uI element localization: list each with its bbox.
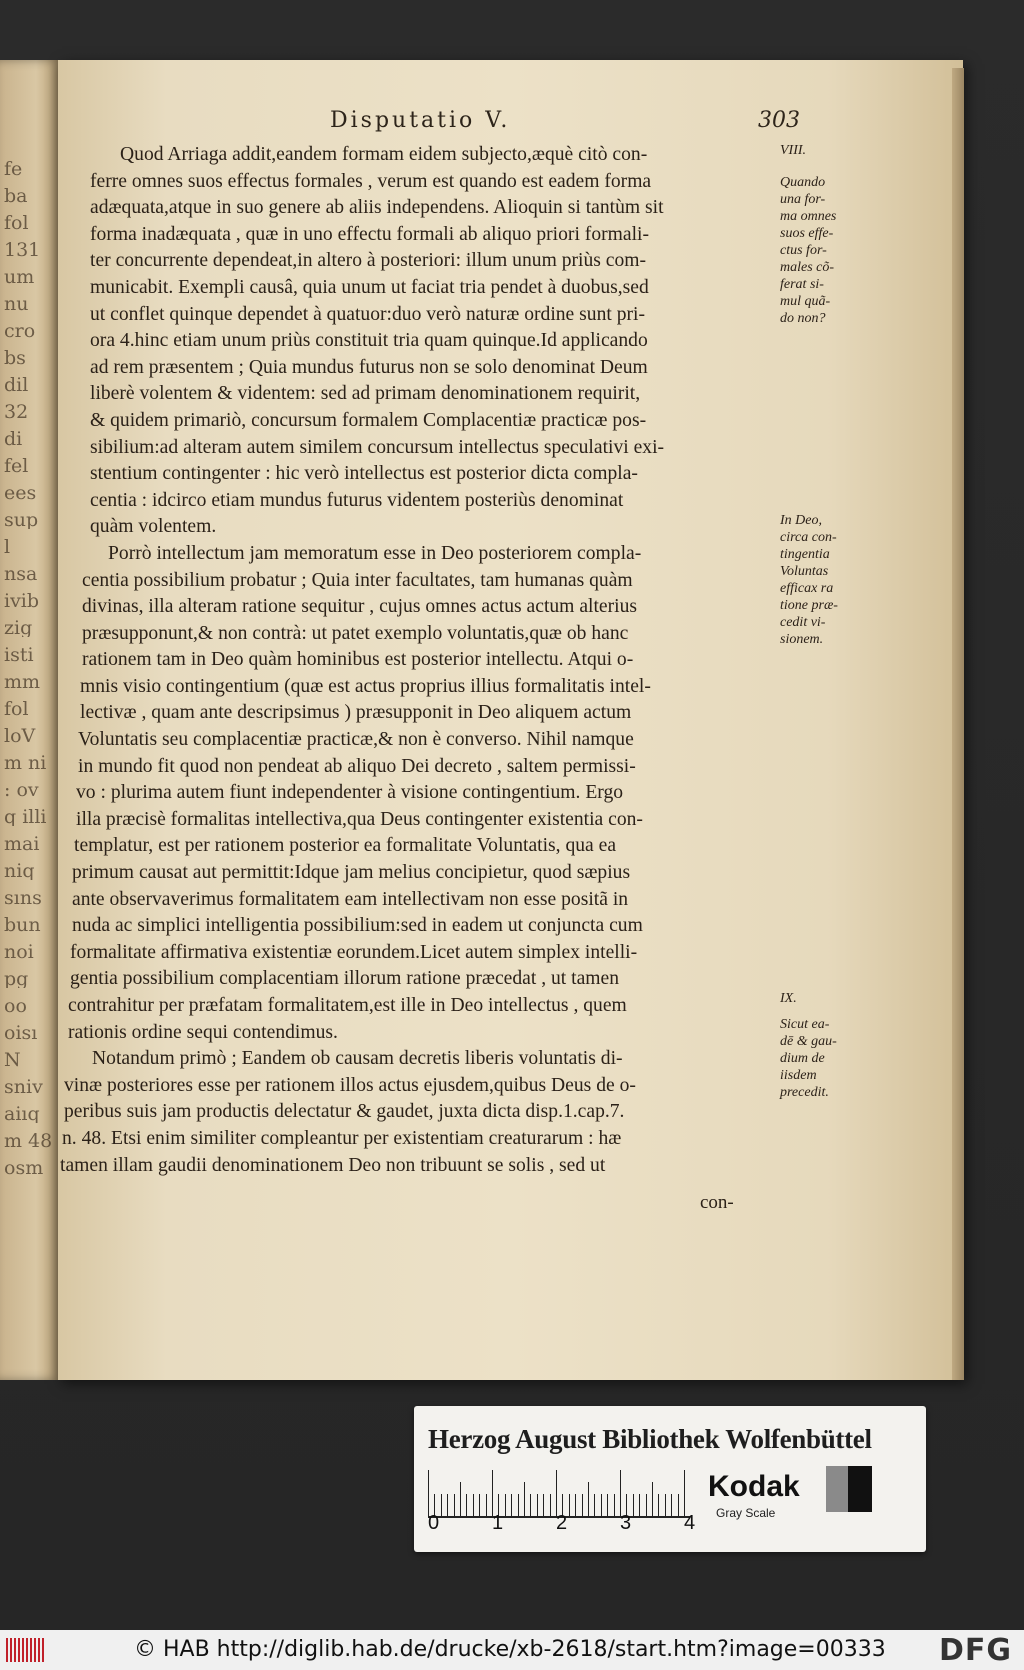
margin-note-line: suos effe-	[780, 226, 834, 241]
margin-note-line: tione præ-	[780, 598, 838, 613]
text-line: centia possibilium probatur ; Quia inter facultates, tam humanas quàm	[82, 569, 633, 591]
left-page-bleed-text	[4, 160, 54, 1200]
text-line: in mundo fit quod non pendeat ab aliquo Dei decreto , saltem permissi-	[78, 755, 636, 777]
left-page-fragment: bs	[4, 349, 26, 367]
dfg-logo: DFG	[938, 1633, 1012, 1668]
left-page-fragment: fe	[4, 160, 23, 178]
gray-swatch	[826, 1466, 848, 1512]
margin-note-line: IX.	[780, 991, 797, 1006]
margin-note-line: Voluntas	[780, 564, 829, 579]
ruler-tick	[428, 1470, 429, 1516]
text-line: ter concurrente dependeat,in altero à posteriori: illum unum priùs com-	[90, 250, 647, 272]
text-line: tamen illam gaudii denominationem Deo non tribuunt se solis , sed ut	[60, 1154, 606, 1176]
ruler-number: 3	[620, 1512, 632, 1534]
text-line: & quidem primariò, concursum formalem Complacentiæ practicæ pos-	[90, 409, 647, 431]
left-page-fragment: m 48	[4, 1132, 53, 1150]
footer-credit-link[interactable]: © HAB http://diglib.hab.de/drucke/xb-2618/start.htm?image=00333	[134, 1637, 886, 1662]
margin-note-line: In Deo,	[780, 513, 822, 528]
text-line: contrahitur per præfatam formalitatem,est ille in Deo intellectus , quem	[68, 995, 627, 1016]
text-line: sibilium:ad alteram autem similem concursum intellectus speculativi exi-	[90, 436, 665, 458]
text-line: nuda ac simplici intelligentia possibilium:sed in eadem ut conjuncta cum	[72, 915, 643, 937]
footer-bar	[0, 1630, 1024, 1670]
text-line: forma inadæquata , quæ in uno effectu formali ab aliquo priori formali-	[90, 223, 649, 245]
left-page-fragment: 32	[4, 403, 29, 421]
margin-note	[780, 990, 890, 1007]
left-page-fragment: ba	[4, 187, 28, 205]
margin-note-line: sionem.	[780, 632, 824, 647]
ruler-number: 2	[556, 1512, 568, 1534]
left-page-fragment: niq	[4, 862, 35, 880]
margin-note	[780, 174, 890, 327]
left-page-fragment: dil	[4, 376, 29, 394]
left-page-fragment: mm	[4, 673, 41, 691]
left-page-fragment: ees	[4, 484, 37, 502]
text-line: primum causat aut permittit:Idque jam melius concipietur, quod sæpius	[72, 862, 631, 884]
ruler-tick	[652, 1482, 653, 1516]
left-page-fragment: fol	[4, 214, 29, 232]
margin-note-line: precedit.	[780, 1085, 829, 1100]
margin-note-line: males cõ-	[780, 260, 835, 275]
left-page-fragment: N	[4, 1051, 21, 1069]
left-page-fragment: fel	[4, 457, 29, 475]
margin-note	[780, 512, 890, 648]
margin-note	[780, 1016, 890, 1101]
page-right-edge	[952, 68, 964, 1380]
left-page-fragment: oisı	[4, 1024, 38, 1042]
text-line: divinas, illa alteram ratione sequitur , cujus omnes actus actum alterius	[82, 596, 637, 618]
left-page-fragment: noi	[4, 943, 34, 961]
left-page-fragment: loV	[4, 727, 36, 745]
text-line: templatur, est per rationem posterior ea formalitate Voluntatis, qua ea	[74, 835, 617, 857]
running-header	[330, 108, 800, 142]
text-line: ante observaverimus formalitatem eam intellectivam non esse positã in	[72, 888, 629, 910]
left-page-fragment: zig	[4, 619, 33, 637]
margin-note-line: dium de	[780, 1051, 825, 1066]
left-page-fragment: sniv	[4, 1078, 43, 1096]
left-page-fragment: bun	[4, 916, 41, 934]
margin-note	[780, 142, 890, 159]
ruler-tick	[684, 1470, 685, 1516]
margin-note-line: ma omnes	[780, 209, 837, 224]
text-line: formalitate affirmativa existentiæ eorundem.Licet autem simplex intelli-	[70, 941, 638, 963]
ruler-number: 1	[492, 1512, 504, 1534]
margin-note-line: circa con-	[780, 530, 837, 545]
left-page-fragment: aiıq	[4, 1105, 40, 1123]
left-page-fragment: nsa	[4, 565, 38, 583]
text-line: Notandum primò ; Eandem ob causam decretis liberis voluntatis di-	[92, 1048, 623, 1070]
text-line: illa præcisè formalitas intellectiva,qua Deus contingenter existentia con-	[76, 808, 643, 830]
ruler-tick	[524, 1482, 525, 1516]
margin-note-line: do non?	[780, 311, 826, 326]
margin-note-line: cedit vi-	[780, 615, 826, 630]
text-line: ad rem præsentem ; Quia mundus futurus non se solo denominat Deum	[90, 356, 648, 378]
text-line: Porrò intellectum jam memoratum esse in Deo posteriorem compla-	[108, 542, 642, 564]
margin-note-line: iisdem	[780, 1068, 817, 1083]
left-page-fragment: sup	[4, 511, 39, 529]
ruler-number: 4	[684, 1512, 696, 1534]
text-line: lectivæ , quam ante descripsimus ) præsupponit in Deo aliquem actum	[80, 702, 632, 724]
margin-note-line: VIII.	[780, 143, 807, 158]
ruler-tick	[620, 1470, 621, 1516]
left-page-fragment: pg	[4, 970, 29, 988]
text-line: rationem tam in Deo quàm hominibus est posterior intellectu. Atqui o-	[82, 649, 634, 671]
text-line: stentium contingenter : hic verò intellectus est posterior dicta compla-	[90, 463, 638, 485]
text-line: mnis visio contingentium (quæ est actus proprius illius formalitatis intel-	[80, 675, 651, 697]
left-page-fragment: mai	[4, 835, 40, 853]
margin-note-line: mul quã-	[780, 294, 831, 309]
left-page-fragment: q illi	[4, 808, 47, 826]
text-line: adæquata,atque in suo genere ab aliis independens. Alioquin si tantùm sit	[90, 197, 664, 219]
left-page-fragment: osm	[4, 1159, 44, 1177]
ruler-tick	[556, 1470, 557, 1516]
margin-note-line: tingentia	[780, 547, 830, 562]
text-line: Quod Arriaga addit,eandem formam eidem subjecto,æquè citò con-	[120, 144, 648, 165]
ruler-numbers	[420, 1512, 700, 1542]
kodak-logo: Kodak	[708, 1470, 800, 1503]
left-page-fragment: ivib	[4, 592, 40, 610]
text-line: vo : plurima autem fiunt independenter à visione contingentium. Ergo	[76, 782, 624, 804]
hab-barcode-icon	[6, 1638, 44, 1662]
text-line: ora 4.hinc etiam unum priùs constituit tria quam quinque.Id applicando	[90, 330, 648, 352]
gray-scale-caption: Gray Scale	[716, 1506, 776, 1520]
left-page-fragment: oo	[4, 997, 27, 1015]
left-page-fragment: m ni	[4, 754, 47, 772]
text-line: centia : idcirco etiam mundus futurus videntem posteriùs denominat	[90, 489, 624, 511]
text-line: rationis ordine sequi contendimus.	[68, 1021, 338, 1043]
text-line: liberè volentem & videntem: sed ad primam denominationem requirit,	[90, 383, 641, 405]
margin-note-line: ferat si-	[780, 277, 824, 292]
left-page-fragment: sıns	[4, 889, 42, 907]
text-line: Voluntatis seu complacentiæ practicæ,& non è converso. Nihil namque	[78, 729, 634, 751]
text-line: vinæ posteriores esse per rationem illos actus ejusdem,quibus Deus de o-	[64, 1074, 636, 1096]
text-line: ut conflet quinque dependet à quatuor:duo verò naturæ ordine sunt pri-	[90, 303, 646, 325]
left-page-fragment: um	[4, 268, 35, 286]
text-line: quàm volentem.	[90, 516, 217, 538]
ruler-tick	[588, 1482, 589, 1516]
ruler-scale	[428, 1466, 690, 1518]
margin-note-line: efficax ra	[780, 581, 834, 596]
text-line: n. 48. Etsi enim similiter compleantur per existentiam creaturarum : hæ	[62, 1127, 622, 1149]
left-page-fragment: cro	[4, 322, 36, 340]
left-page-fragment: fol	[4, 700, 29, 718]
text-line: ferre omnes suos effectus formales , verum est quando est eadem forma	[90, 170, 652, 192]
text-line: præsupponunt,& non contrà: ut patet exemplo voluntatis,quæ ob hanc	[82, 622, 629, 644]
black-swatch	[848, 1466, 872, 1512]
margin-note-line: una for-	[780, 192, 826, 207]
left-page-fragment: nu	[4, 295, 29, 313]
running-title: Disputatio V.	[330, 108, 511, 133]
color-calibration-card	[414, 1406, 926, 1552]
catchword: con-	[700, 1192, 734, 1213]
margin-note-line: Sicut ea-	[780, 1017, 830, 1032]
text-line: gentia possibilium complacentiam illorum ratione præcedat , ut tamen	[70, 968, 620, 990]
text-line: municabit. Exempli causâ, quia unum ut faciat tria pendet à duobus,sed	[90, 276, 649, 298]
ruler-number: 0	[428, 1512, 440, 1534]
ruler-tick	[460, 1482, 461, 1516]
left-page-fragment: l	[4, 538, 11, 556]
left-page-fragment: : ov	[4, 781, 39, 799]
margin-note-line: Quando	[780, 175, 826, 190]
margin-note-line: ctus for-	[780, 243, 827, 258]
text-line: peribus suis jam productis delectatur & gaudet, juxta dicta disp.1.cap.7.	[64, 1101, 625, 1123]
ruler-tick	[492, 1470, 493, 1516]
left-page-fragment: isti	[4, 646, 34, 664]
margin-note-line: dē & gau-	[780, 1034, 837, 1049]
page-number: 303	[758, 108, 800, 133]
left-page-fragment: 131	[4, 241, 41, 259]
library-name: Herzog August Bibliothek Wolfenbüttel	[428, 1424, 872, 1454]
left-page-fragment: di	[4, 430, 23, 448]
body-text	[60, 142, 788, 1179]
